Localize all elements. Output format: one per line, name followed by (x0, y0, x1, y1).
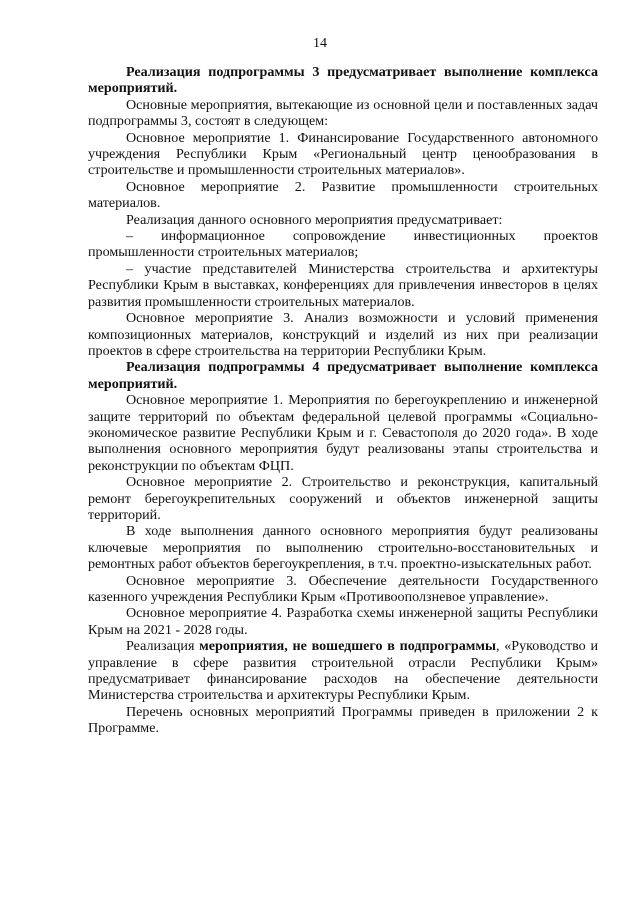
paragraph: Основное мероприятие 2. Строительство и реконструкция, капитальный ремонт берегоукрепительных сооружений и объектов инженерной защиты территорий. (88, 474, 598, 523)
bold-text: Реализация подпрограммы 4 предусматривает выполнение комплекса мероприятий. (88, 359, 598, 392)
paragraph: Основное мероприятие 4. Разработка схемы инженерной защиты Республики Крым на 2021 - 2028 годы. (88, 605, 598, 638)
document-body (88, 64, 598, 737)
paragraph: В ходе выполнения данного основного мероприятия будут реализованы ключевые мероприятия по выполнению строительно-восстановительных и ремонтных работ объектов берегоукрепления, в т.ч. проектно-изыскательных работ. (88, 523, 598, 573)
paragraph: Реализация данного основного мероприятия предусматривает: (126, 211, 503, 228)
paragraph: Основное мероприятие 3. Обеспечение деятельности Государственного казенного учреждения Республики Крым «Противооползневое управление». (88, 572, 598, 605)
paragraph: Основное мероприятие 1. Финансирование Государственного автономного учреждения Республики Крым «Региональный центр ценообразования в строительстве и промышленности строительных материалов». (88, 129, 598, 179)
list-item: – информационное сопровождение инвестиционных проектов промышленности строительных материалов; (88, 228, 598, 261)
paragraph-subprogram-4-heading (88, 359, 598, 392)
bold-text: мероприятия, не вошедшего в подпрограммы (199, 638, 496, 655)
paragraph-subprogram-3-heading (88, 64, 598, 97)
list-item: – участие представителей Министерства строительства и архитектуры Республики Крым в выставках, конференциях для привлечения инвесторов в целях развития промышленности строительных материалов. (88, 260, 598, 310)
text-tail: , «Руководство и управление в сфере развития строительной отрасли Республики Крым» предусматривает финансирование расходов на обеспечение деятельности Министерства строительства и архитектуры Республики Крым. (88, 638, 598, 704)
paragraph: Основное мероприятие 2. Развитие промышленности строительных материалов. (88, 178, 598, 212)
paragraph: Основное мероприятие 3. Анализ возможности и условий применения композиционных материалов, конструкций и изделий из них при реализации проектов в сфере строительства на территории Республики Крым. (88, 310, 598, 359)
paragraph: Перечень основных мероприятий Программы приведен в приложении 2 к Программе. (88, 703, 598, 737)
paragraph: Основные мероприятия, вытекающие из основной цели и поставленных задач подпрограммы 3, состоят в следующем: (88, 96, 598, 130)
bold-text: Реализация подпрограммы 3 предусматривает выполнение комплекса мероприятий. (88, 64, 598, 97)
text-lead: Реализация (126, 638, 200, 655)
paragraph: Основное мероприятие 1. Мероприятия по берегоукреплению и инженерной защите территорий по объектам федеральной целевой программы «Социально-экономическое развитие Республики Крым и г. Севастополя до 2020 года». В ходе выполнения основного мероприятия будут реализованы этапы строительства и реконструкции по объектам ФЦП. (88, 392, 598, 474)
paragraph-mixed (88, 638, 598, 704)
page-number: 14 (313, 36, 327, 51)
